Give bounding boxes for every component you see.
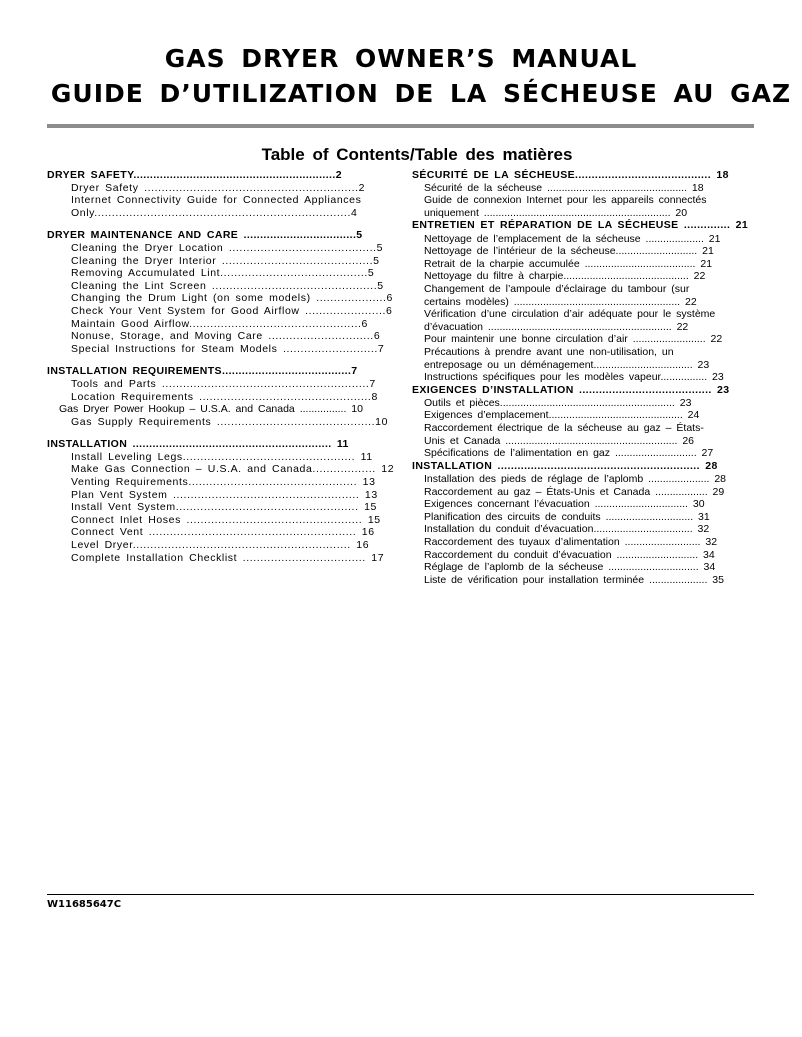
header-divider xyxy=(47,124,754,128)
toc-entry: Install Leveling Legs................................................. 11 xyxy=(71,450,373,463)
toc-entry: Gas Dryer Power Hookup – U.S.A. and Canada ................ 10 xyxy=(59,403,363,416)
toc-entry: Connect Vent ........................................................... 16 xyxy=(71,526,375,539)
toc-entry: Sécurité de la sécheuse ................................................ 18 xyxy=(424,181,704,194)
toc-entry: Gas Supply Requirements .............................................10 xyxy=(71,415,389,428)
toc-entry: Installation des pieds de réglage de l’aplomb ..................... 28 xyxy=(424,473,726,486)
toc-entry: Check Your Vent System for Good Airflow .......................6 xyxy=(71,304,393,317)
toc-entry: Liste de vérification pour installation terminée .................... 35 xyxy=(424,573,724,586)
toc-heading: Table of Contents/Table des matières xyxy=(261,145,573,164)
toc-entry: Removing Accumulated Lint..........................................5 xyxy=(71,267,375,280)
toc-section-heading: INSTALLATION ............................................................ 11 xyxy=(47,438,349,451)
toc-entry: Guide de connexion Internet pour les appareils connectés xyxy=(424,194,707,207)
toc-section-heading: INSTALLATION REQUIREMENTS.......................................7 xyxy=(47,365,358,378)
toc-entry: Cleaning the Lint Screen ...............................................5 xyxy=(71,279,384,292)
toc-entry: Retrait de la charpie accumulée ...................................... 21 xyxy=(424,257,713,270)
toc-entry: Plan Vent System ..................................................... 13 xyxy=(71,488,378,501)
toc-entry: Raccordement au gaz – États-Unis et Canada .................. 29 xyxy=(424,485,725,498)
toc-section-heading: ENTRETIEN ET RÉPARATION DE LA SÉCHEUSE .............. 21 xyxy=(412,219,749,232)
toc-entry: Nettoyage de l’intérieur de la sécheuse............................ 21 xyxy=(424,245,714,258)
toc-entry: Raccordement du conduit d’évacuation ............................ 34 xyxy=(424,548,715,561)
toc-entry: Level Dryer.............................................................. 16 xyxy=(71,539,370,552)
toc-section-heading: DRYER MAINTENANCE AND CARE ..................................5 xyxy=(47,229,363,242)
toc-entry: Réglage de l’aplomb de la sécheuse ............................... 34 xyxy=(424,561,716,574)
toc-column-french xyxy=(412,169,802,586)
toc-entry: Planification des circuits de conduits .............................. 31 xyxy=(424,510,710,523)
toc-entry: Maintain Good Airflow.................................................6 xyxy=(71,317,368,330)
toc-entry: Changing the Drum Light (on some models) ....................6 xyxy=(71,292,393,305)
toc-entry: Spécifications de l’alimentation en gaz ............................ 27 xyxy=(424,447,714,460)
toc-entry: Location Requirements .................................................8 xyxy=(71,390,378,403)
toc-entry: Cleaning the Dryer Location ..........................................5 xyxy=(71,241,384,254)
toc-entry: Nettoyage de l’emplacement de la sécheuse .................... 21 xyxy=(424,232,721,245)
toc-column-english xyxy=(47,169,411,564)
toc-entry: Complete Installation Checklist ................................... 17 xyxy=(71,551,385,564)
toc-entry: Exigences d’emplacement.............................................. 24 xyxy=(424,409,700,422)
toc-section-heading: INSTALLATION ............................................................. 28 xyxy=(412,459,718,472)
toc-entry: Raccordement électrique de la sécheuse au gaz – États- xyxy=(424,422,704,435)
toc-entry: d’évacuation ............................................................... 22 xyxy=(424,320,689,333)
toc-entry: Précautions à prendre avant une non-utilisation, un xyxy=(424,345,674,358)
toc-entry: Nonuse, Storage, and Moving Care ..............................6 xyxy=(71,330,381,343)
toc-entry: Changement de l’ampoule d’éclairage du tambour (sur xyxy=(424,282,690,295)
toc-entry: Nettoyage du filtre à charpie........................................... 22 xyxy=(424,270,706,283)
toc-entry: Special Instructions for Steam Models ...........................7 xyxy=(71,342,385,355)
toc-entry: Tools and Parts ...........................................................7 xyxy=(71,377,376,390)
toc-entry: Raccordement des tuyaux d’alimentation .......................... 32 xyxy=(424,536,718,548)
toc-entry: Cleaning the Dryer Interior ...........................................5 xyxy=(71,254,380,267)
toc-entry: certains modèles) ......................................................... 22 xyxy=(424,295,697,308)
toc-entry: Make Gas Connection – U.S.A. and Canada.................. 12 xyxy=(71,463,395,476)
toc-entry: Install Vent System.................................................... 15 xyxy=(71,501,377,514)
toc-entry: Instructions spécifiques pour les modèles vapeur................ 23 xyxy=(424,371,724,384)
toc-section-heading: DRYER SAFETY.............................................................2 xyxy=(47,169,342,181)
toc-entry: Vérification d’une circulation d’air adéquate pour le système xyxy=(424,308,716,321)
document-number: W11685647C xyxy=(47,899,122,910)
toc-section-heading: EXIGENCES D’INSTALLATION ........................................ 23 xyxy=(412,383,730,396)
toc-entry: Exigences concernant l’évacuation ................................ 30 xyxy=(424,498,705,511)
toc-entry: Installation du conduit d’évacuation.................................. 32 xyxy=(424,523,710,536)
footer-divider xyxy=(47,894,754,895)
toc-entry: Outils et pièces............................................................ 23 xyxy=(424,396,692,409)
manual-title-french: GUIDE D’UTILIZATION DE LA SÉCHEUSE AU GAZ xyxy=(50,79,792,108)
toc-entry: Unis et Canada ........................................................... 26 xyxy=(424,434,695,447)
toc-entry: uniquement ................................................................ 20 xyxy=(424,206,688,219)
toc-entry: entreposage ou un déménagement.................................. 23 xyxy=(424,358,710,371)
manual-title-english: GAS DRYER OWNER’S MANUAL xyxy=(164,44,638,73)
toc-entry: Only.........................................................................4 xyxy=(71,206,358,219)
toc-entry: Venting Requirements................................................ 13 xyxy=(71,476,376,489)
toc-entry: Pour maintenir une bonne circulation d’air ......................... 22 xyxy=(424,333,723,346)
toc-entry: Connect Inlet Hoses .................................................. 15 xyxy=(71,513,381,526)
toc-entry: Dryer Safety .............................................................2 xyxy=(71,181,366,194)
toc-entry: Internet Connectivity Guide for Connected Appliances xyxy=(71,194,362,207)
toc-section-heading: SÉCURITÉ DE LA SÉCHEUSE......................................... 18 xyxy=(412,169,729,181)
